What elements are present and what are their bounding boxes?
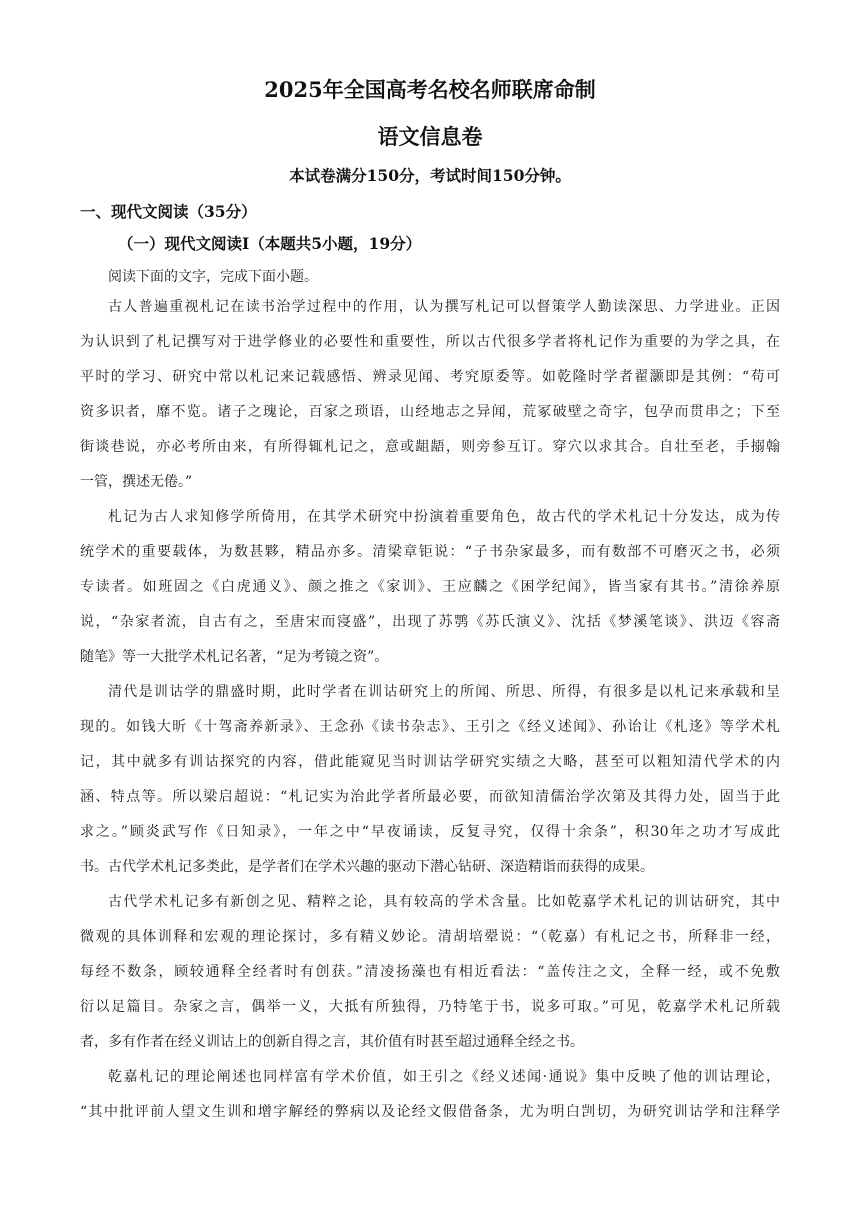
passage-line: 清代是训诂学的鼎盛时期，此时学者在训诂研究上的所闻、所思、所得，有很多是以札记来承载和呈	[108, 684, 780, 700]
passage-line: 为认识到了札记撰写对于进学修业的必要性和重要性，所以古代很多学者将札记作为重要的为学之具，在	[80, 334, 780, 350]
passage-line: 微观的具体训释和宏观的理论探讨，多有精义妙论。清胡培翚说：“（乾嘉）有札记之书，所释非一经，	[80, 929, 780, 945]
passage-line: 求之。”顾炎武写作《日知录》，一年之中“早夜诵读，反复寻究，仅得十余条”，积30年之功才写成此	[80, 824, 780, 840]
passage-line: 资多识者，靡不览。诸子之瑰论，百家之琐语，山经地志之异闻，荒冢破壁之奇字，包孕而贯串之；下至	[80, 404, 780, 420]
passage-line: 书。古代学术札记多类此，是学者们在学术兴趣的驱动下潜心钻研、深造精诣而获得的成果。	[80, 859, 654, 875]
passage-line: 乾嘉札记的理论阐述也同样富有学术价值，如王引之《经义述闻·通说》集中反映了他的训诂理论，	[108, 1069, 780, 1085]
passage-line: 现的。如钱大昕《十驾斋养新录》、王念孙《读书杂志》、王引之《经义述闻》、孙诒让《札迻》等学术札	[80, 719, 780, 735]
passage-line: 随笔》等一大批学术札记名著，“足为考镜之资”。	[80, 649, 389, 665]
section-heading: 一、现代文阅读（35分）	[80, 202, 257, 221]
passage-line: 每经不数条，顾较通释全经者时有创获。”清凌扬藻也有相近看法：“盖传注之文，全释一经，或不免敷	[80, 964, 780, 980]
passage-line: 平时的学习、研究中常以札记来记载感悟、辨录见闻、考究原委等。如乾隆时学者翟灏即是其例：“苟可	[80, 369, 780, 385]
passage-line: 街谈巷说，亦必考所由来，有所得辄札记之，意或龃龉，则旁参互订。穿穴以求其合。自壮至老，手搦翰	[80, 439, 780, 455]
reading-instruction: 阅读下面的文字，完成下面小题。	[108, 269, 318, 285]
passage-line: 涵、特点等。所以梁启超说：“札记实为治此学者所最必要，而欲知清儒治学次第及其得力处，固当于此	[80, 789, 780, 805]
passage-line: 古代学术札记多有新创之见、精粹之论，具有较高的学术含量。比如乾嘉学术札记的训诂研究，其中	[108, 894, 780, 910]
exam-info: 本试卷满分150分，考试时间150分钟。	[289, 166, 571, 185]
passage-line: 古人普遍重视札记在读书治学过程中的作用，认为撰写札记可以督策学人勤读深思、力学进业。正因	[108, 299, 780, 315]
passage-line: 一管，撰述无倦。”	[80, 474, 193, 490]
exam-subtitle: 语文信息卷	[377, 124, 483, 149]
exam-title: 2025年全国高考名校名师联席命制	[264, 77, 596, 102]
passage-line: 说，“杂家者流，自古有之，至唐宋而寖盛”，出现了苏鹗《苏氏演义》、沈括《梦溪笔谈》、洪迈《容斋	[80, 614, 780, 630]
subsection-heading: （一）现代文阅读Ⅰ（本题共5小题，19分）	[118, 234, 422, 253]
passage-line: 专读者。如班固之《白虎通义》、颜之推之《家训》、王应麟之《困学纪闻》，皆当家有其书。”清徐养原	[80, 579, 780, 595]
passage-line: 者，多有作者在经义训诂上的创新自得之言，其价值有时甚至超过通释全经之书。	[80, 1034, 584, 1050]
passage-line: 衍以足篇目。杂家之言，偶举一义，大抵有所独得，乃特笔于书，说多可取。”可见，乾嘉学术札记所载	[80, 999, 780, 1015]
passage-line: 札记为古人求知修学所倚用，在其学术研究中扮演着重要角色，故古代的学术札记十分发达，成为传	[108, 509, 780, 525]
passage-line: 记，其中就多有训诂探究的内容，借此能窥见当时训诂学研究实绩之大略，甚至可以粗知清代学术的内	[80, 754, 780, 770]
passage-line: 统学术的重要载体，为数甚夥，精品亦多。清梁章钜说：“子书杂家最多，而有数部不可磨灭之书，必须	[80, 544, 780, 560]
passage-line: “其中批评前人望文生训和增字解经的弊病以及论经文假借备条，尤为明白剀切，为研究训诂学和注释学	[80, 1104, 780, 1120]
